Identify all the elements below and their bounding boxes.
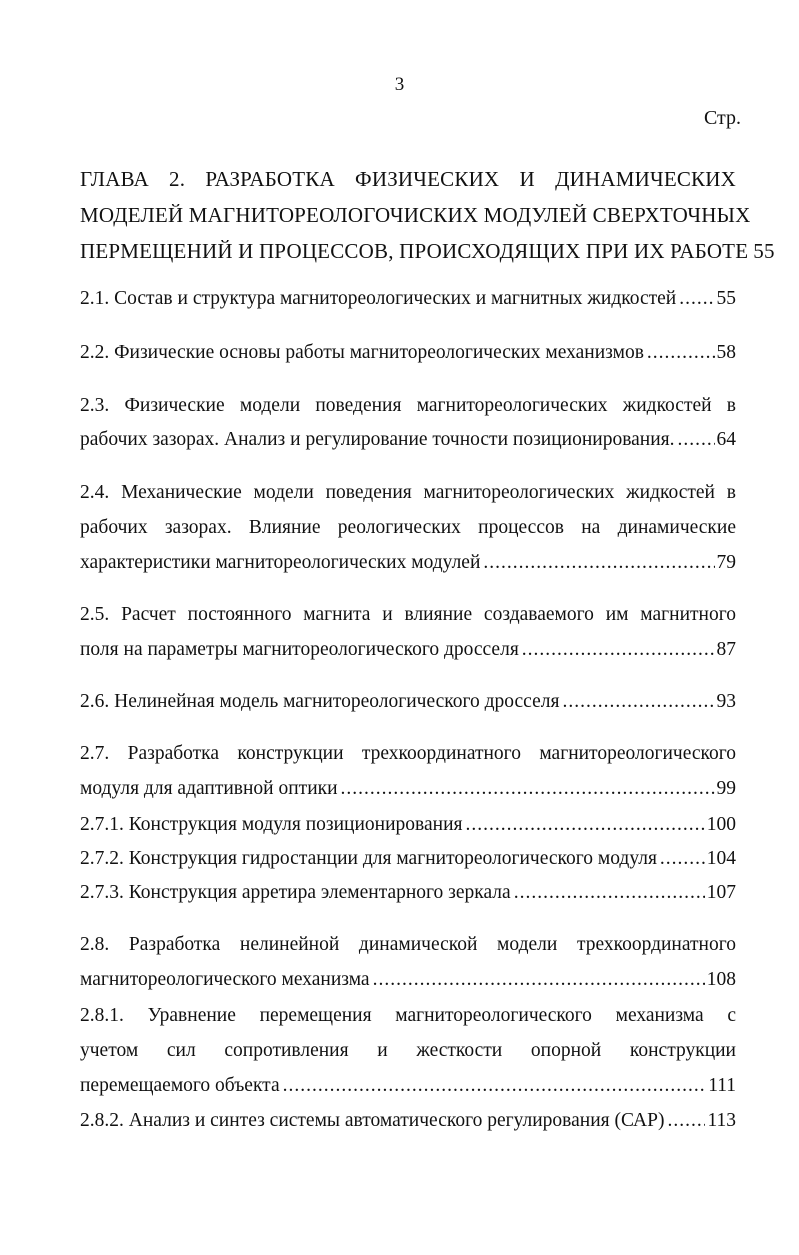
page-ref: 113 (707, 1110, 736, 1131)
entry-title-line: рабочих зазорах. Влияние реологических процессов на динамические (80, 517, 736, 538)
page-ref: 104 (706, 848, 736, 869)
chapter-title-line: ГЛАВА 2. РАЗРАБОТКА ФИЗИЧЕСКИХ И ДИНАМИЧЕСКИХ (80, 167, 736, 191)
chapter-title-line: ПЕРМЕЩЕНИЙ И ПРОЦЕССОВ, ПРОИСХОДЯЩИХ ПРИ ИХ РАБОТЕ (80, 239, 749, 263)
toc-entry-2-7-2 (80, 847, 736, 871)
entry-last-line (80, 638, 736, 662)
dot-leader (562, 690, 714, 714)
entry-title-line: поля на параметры магнитореологического дросселя (80, 639, 519, 660)
dot-leader (678, 428, 715, 452)
dot-leader (483, 551, 714, 575)
entry-title-line: 2.8. Разработка нелинейной динамической модели трехкоординатного (80, 934, 736, 955)
toc-entry-2-8-2 (80, 1109, 736, 1133)
toc-entry-2-6 (80, 690, 736, 714)
page-ref: 55 (716, 288, 736, 309)
dot-leader (283, 1074, 707, 1098)
entry-last-line (80, 777, 736, 801)
page-ref: 79 (716, 552, 736, 573)
page-ref: 107 (706, 882, 736, 903)
dot-leader (373, 968, 705, 992)
toc-entry-2-7-3 (80, 881, 736, 905)
page-number: 3 (394, 74, 405, 95)
toc-entry-2-2 (80, 341, 736, 365)
dot-leader (522, 638, 715, 662)
entry-title-line: 2.4. Механические модели поведения магнитореологических жидкостей в (80, 482, 736, 503)
entry-title-line: учетом сил сопротивления и жесткости опорной конструкции (80, 1040, 736, 1061)
entry-title: 2.7.3. Конструкция арретира элементарного зеркала (80, 882, 511, 903)
entry-title: 2.1. Состав и структура магнитореологических и магнитных жидкостей (80, 288, 677, 309)
entry-last-line (80, 551, 736, 575)
entry-title-line: перемещаемого объекта (80, 1075, 280, 1096)
entry-title: 2.7.2. Конструкция гидростанции для магнитореологического модуля (80, 848, 657, 869)
toc-entry-2-7-1 (80, 813, 736, 837)
entry-last-line (80, 968, 736, 992)
chapter-title-line: МОДЕЛЕЙ МАГНИТОРЕОЛОГОЧИСКИХ МОДУЛЕЙ СВЕРХТОЧНЫХ (80, 203, 751, 227)
entry-title-line: 2.8.1. Уравнение перемещения магнитореологического механизма с (80, 1005, 736, 1026)
entry-title: 2.2. Физические основы работы магнитореологических механизмов (80, 342, 644, 363)
entry-last-line (80, 428, 736, 452)
dot-leader (466, 813, 705, 837)
page-ref: 64 (716, 429, 736, 450)
chapter-title-last-line (80, 239, 775, 263)
entry-title-line: магнитореологического механизма (80, 969, 370, 990)
page-ref: 87 (716, 639, 736, 660)
entry-title: 2.7.1. Конструкция модуля позиционирования (80, 814, 463, 835)
page-ref: 55 (753, 239, 775, 263)
entry-title: 2.8.2. Анализ и синтез системы автоматического регулирования (САР) (80, 1110, 665, 1131)
dot-leader (679, 287, 714, 311)
entry-title-line: 2.7. Разработка конструкции трехкоординатного магнитореологического (80, 743, 736, 764)
page-ref: 100 (706, 814, 736, 835)
toc-entry-2-1 (80, 287, 736, 311)
page-column-label: Стр. (703, 107, 741, 129)
entry-title: 2.6. Нелинейная модель магнитореологического дросселя (80, 691, 560, 712)
entry-title-line: характеристики магнитореологических модулей (80, 552, 481, 573)
dot-leader (341, 777, 715, 801)
page-ref: 108 (706, 969, 736, 990)
dot-leader (667, 1109, 705, 1133)
entry-title-line: рабочих зазорах. Анализ и регулирование точности позиционирования. (80, 429, 675, 450)
page-ref: 93 (716, 691, 736, 712)
page-ref: 58 (716, 342, 736, 363)
page-ref: 111 (708, 1075, 736, 1096)
page-ref: 99 (716, 778, 736, 799)
entry-title-line: 2.5. Расчет постоянного магнита и влияние создаваемого им магнитного (80, 604, 736, 625)
entry-last-line (80, 1074, 736, 1098)
entry-title-line: модуля для адаптивной оптики (80, 778, 338, 799)
entry-title-line: 2.3. Физические модели поведения магнитореологических жидкостей в (80, 395, 736, 416)
dot-leader (660, 847, 705, 871)
dot-leader (514, 881, 705, 905)
dot-leader (647, 341, 715, 365)
